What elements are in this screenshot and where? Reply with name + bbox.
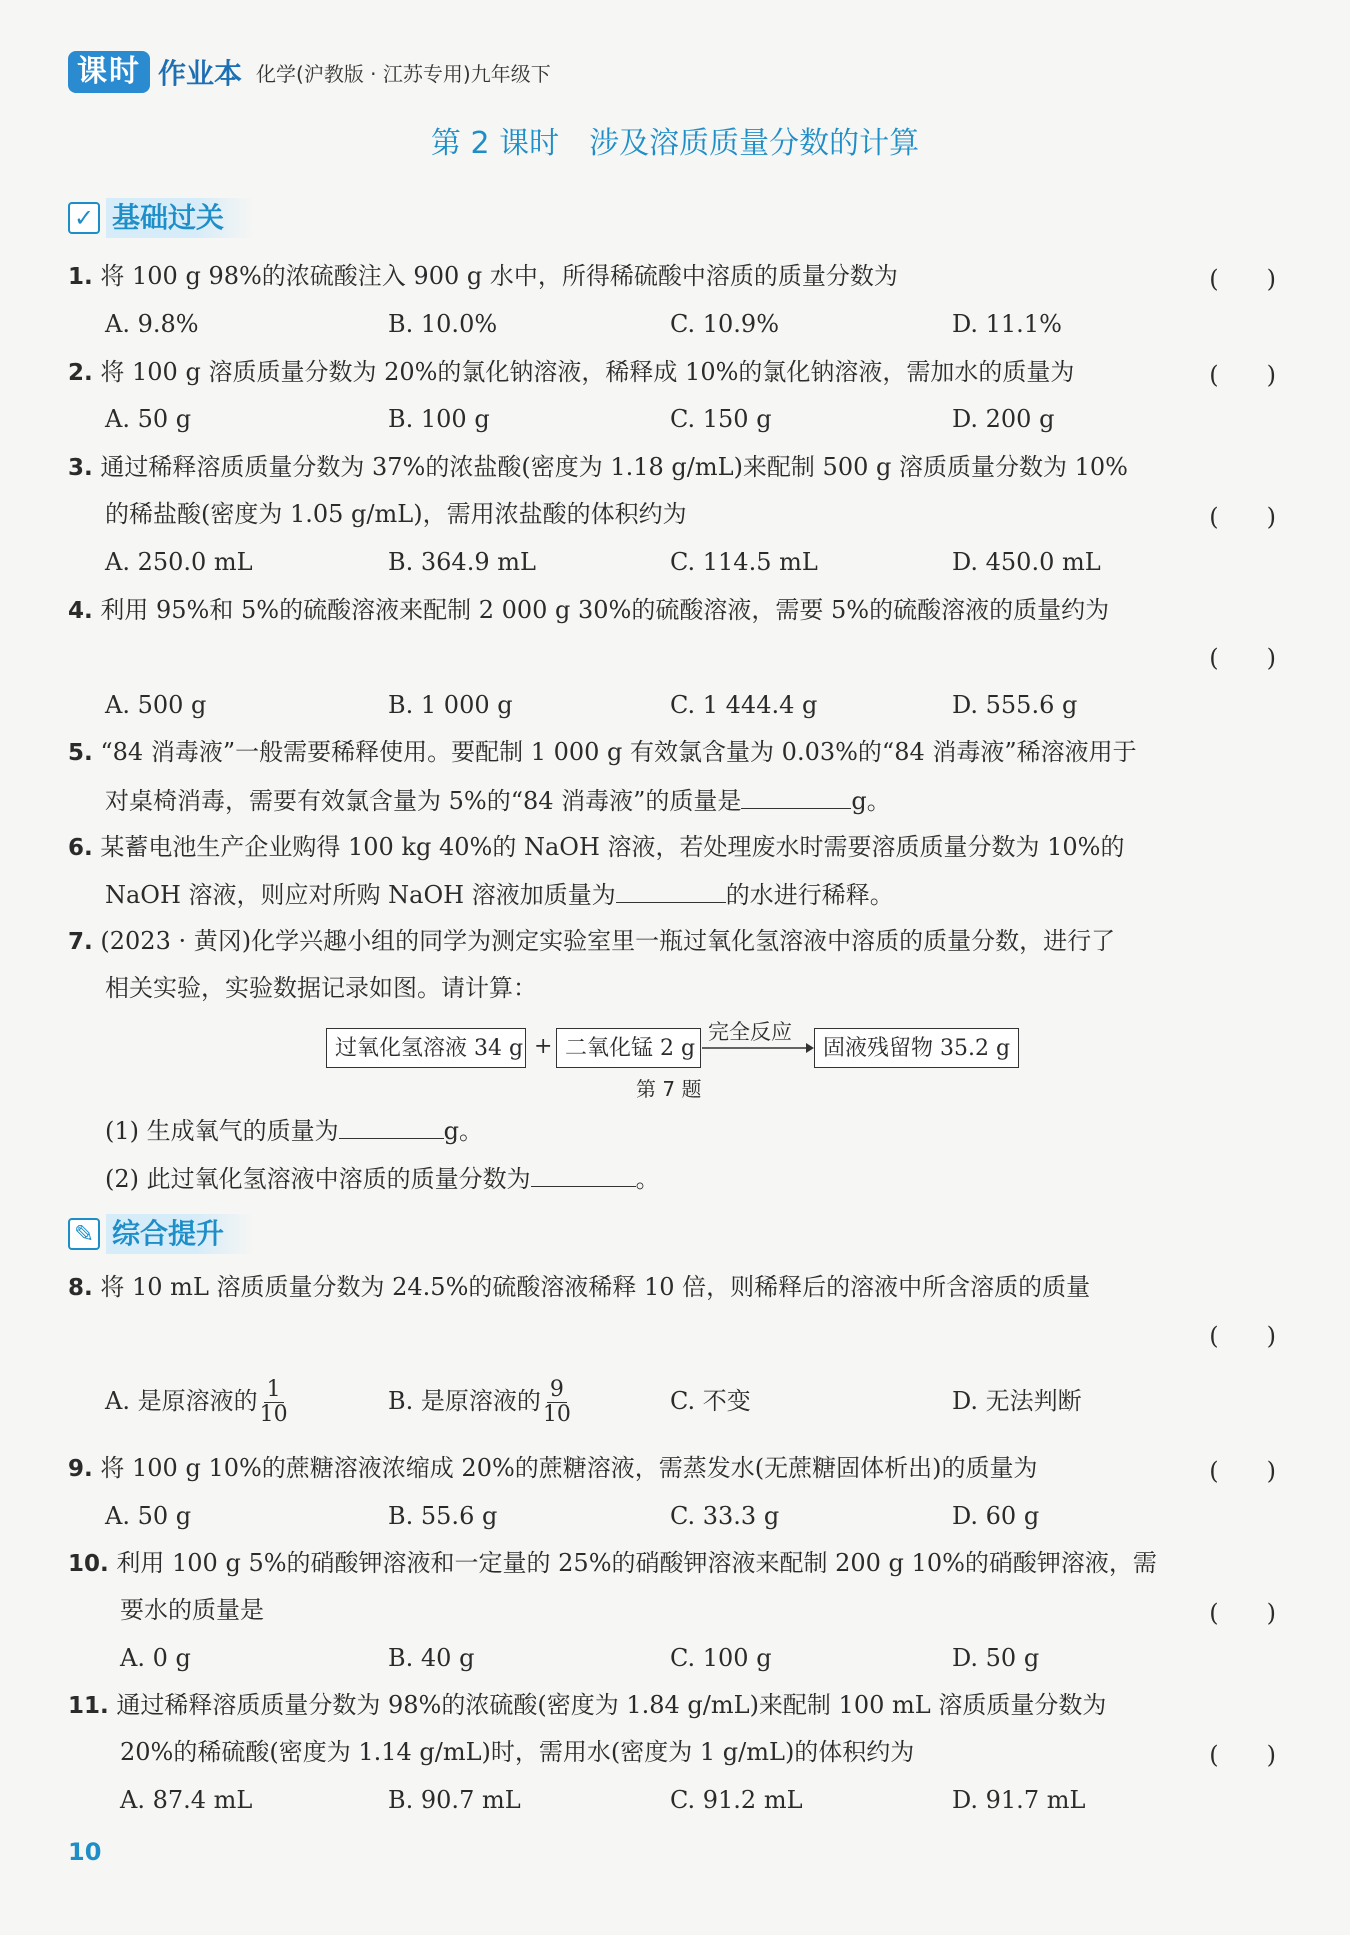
q6-answer-blank[interactable]	[616, 876, 726, 903]
q2-option-a[interactable]: A. 50 g	[105, 405, 192, 433]
diagram-plus: +	[534, 1034, 553, 1059]
q11-option-d[interactable]: D. 91.7 mL	[952, 1786, 1086, 1814]
q2-option-c[interactable]: C. 150 g	[670, 405, 772, 433]
q7-sub2-answer-blank[interactable]	[531, 1160, 636, 1187]
question-3: 3. 通过稀释溶质质量分数为 37%的浓盐酸(密度为 1.18 g/mL)来配制 500 g 溶质质量分数为 10%	[68, 453, 1128, 481]
question-11: 11. 通过稀释溶质质量分数为 98%的浓硫酸(密度为 1.84 g/mL)来配制 100 mL 溶质质量分数为	[68, 1691, 1107, 1719]
q4-option-c[interactable]: C. 1 444.4 g	[670, 691, 818, 719]
q8-option-a[interactable]: A. 是原溶液的 $\frac{1}{10}$	[105, 1377, 288, 1427]
question-9: 9. 将 100 g 10%的蔗糖溶液浓缩成 20%的蔗糖溶液，需蒸发水(无蔗糖固体析出)的质量为	[68, 1454, 1038, 1482]
answer-paren-10[interactable]: ( )	[1209, 1599, 1276, 1627]
question-3-line2	[105, 497, 1285, 531]
question-5: 5. “84 消毒液”一般需要稀释使用。要配制 1 000 g 有效氯含量为 0.03%的“84 消毒液”稀溶液用于	[68, 738, 1137, 766]
q4-option-a[interactable]: A. 500 g	[105, 691, 207, 719]
q3-option-c[interactable]: C. 114.5 mL	[670, 548, 818, 576]
diagram-box-peroxide: 过氧化氢溶液 34 g	[326, 1028, 526, 1068]
answer-paren-11[interactable]: ( )	[1209, 1741, 1276, 1769]
question-2: 2. 将 100 g 溶质质量分数为 20%的氯化钠溶液，稀释成 10%的氯化钠溶液，需加水的质量为	[68, 358, 1075, 386]
fraction-nine-tenths: $\frac{9}{10}$	[542, 1377, 571, 1427]
q1-option-a[interactable]: A. 9.8%	[105, 310, 199, 338]
answer-paren-2[interactable]: ( )	[1209, 361, 1276, 389]
q9-option-d[interactable]: D. 60 g	[952, 1502, 1040, 1530]
question-10-text-line1: 利用 100 g 5%的硝酸钾溶液和一定量的 25%的硝酸钾溶液来配制 200 g 10%的硝酸钾溶液，需	[116, 1549, 1157, 1577]
question-7-sub2: (2) 此过氧化氢溶液中溶质的质量分数为 。	[105, 1160, 1285, 1196]
q11-option-a[interactable]: A. 87.4 mL	[120, 1786, 253, 1814]
q10-option-b[interactable]: B. 40 g	[388, 1644, 475, 1672]
question-10-line2: 要水的质量是	[120, 1596, 264, 1624]
q7-sub1-answer-blank[interactable]	[339, 1112, 444, 1139]
fraction-one-tenth: $\frac{1}{10}$	[259, 1377, 288, 1427]
question-11-text-line1: 通过稀释溶质质量分数为 98%的浓硫酸(密度为 1.84 g/mL)来配制 100 mL 溶质质量分数为	[116, 1691, 1107, 1719]
answer-paren-9[interactable]: ( )	[1209, 1457, 1276, 1485]
q9-option-a[interactable]: A. 50 g	[105, 1502, 192, 1530]
answer-paren-3[interactable]: ( )	[1209, 503, 1276, 531]
question-6-line2: NaOH 溶液，则应对所购 NaOH 溶液加质量为 的水进行稀释。	[105, 876, 1285, 912]
q10-option-d[interactable]: D. 50 g	[952, 1644, 1040, 1672]
question-5-text-line1: “84 消毒液”一般需要稀释使用。要配制 1 000 g 有效氯含量为 0.03%的“84 消毒液”稀溶液用于	[100, 738, 1137, 766]
question-4: 4. 利用 95%和 5%的硫酸溶液来配制 2 000 g 30%的硫酸溶液，需要 5%的硫酸溶液的质量约为	[68, 596, 1110, 624]
question-11-line2: 20%的稀硫酸(密度为 1.14 g/mL)时，需用水(密度为 1 g/mL)的体积约为	[120, 1738, 915, 1766]
q9-option-b[interactable]: B. 55.6 g	[388, 1502, 498, 1530]
diagram-box-residue: 固液残留物 35.2 g	[814, 1028, 1019, 1068]
q3-option-a[interactable]: A. 250.0 mL	[105, 548, 253, 576]
answer-paren-1[interactable]: ( )	[1209, 265, 1276, 293]
subject-label: 化学(沪教版 · 江苏专用)九年级下	[256, 61, 551, 86]
q3-option-d[interactable]: D. 450.0 mL	[952, 548, 1101, 576]
question-2-text: 将 100 g 溶质质量分数为 20%的氯化钠溶液，稀释成 10%的氯化钠溶液，需加水的质量为	[100, 358, 1075, 386]
question-4-text: 利用 95%和 5%的硫酸溶液来配制 2 000 g 30%的硫酸溶液，需要 5%的硫酸溶液的质量约为	[100, 596, 1110, 624]
q4-option-b[interactable]: B. 1 000 g	[388, 691, 513, 719]
question-3-text-line1: 通过稀释溶质质量分数为 37%的浓盐酸(密度为 1.18 g/mL)来配制 500 g 溶质质量分数为 10%	[100, 453, 1128, 481]
q9-option-c[interactable]: C. 33.3 g	[670, 1502, 780, 1530]
book-header	[68, 50, 551, 94]
question-6-text-line1: 某蓄电池生产企业购得 100 kg 40%的 NaOH 溶液，若处理废水时需要溶质质量分数为 10%的	[100, 833, 1125, 861]
page-number: 10	[68, 1838, 102, 1866]
q1-option-d[interactable]: D. 11.1%	[952, 310, 1062, 338]
question-1-text: 将 100 g 98%的浓硫酸注入 900 g 水中，所得稀硫酸中溶质的质量分数为	[100, 262, 898, 290]
section-advanced-title: 综合提升	[106, 1214, 254, 1254]
answer-paren-4[interactable]: ( )	[1209, 644, 1276, 672]
question-3-text-line2: 的稀盐酸(密度为 1.05 g/mL)，需用浓盐酸的体积约为	[105, 500, 687, 528]
question-1: 1. 将 100 g 98%的浓硫酸注入 900 g 水中，所得稀硫酸中溶质的质量分数为	[68, 262, 898, 290]
question-10: 10. 利用 100 g 5%的硝酸钾溶液和一定量的 25%的硝酸钾溶液来配制 200 g 10%的硝酸钾溶液，需	[68, 1549, 1157, 1577]
q3-option-b[interactable]: B. 364.9 mL	[388, 548, 536, 576]
question-9-text: 将 100 g 10%的蔗糖溶液浓缩成 20%的蔗糖溶液，需蒸发水(无蔗糖固体析出)的质量为	[100, 1454, 1038, 1482]
question-8: 8. 将 10 mL 溶质质量分数为 24.5%的硫酸溶液稀释 10 倍，则稀释后的溶液中所含溶质的质量	[68, 1273, 1091, 1301]
question-7-sub1: (1) 生成氧气的质量为 g。	[105, 1112, 1285, 1148]
section-basic	[68, 198, 254, 238]
q2-option-d[interactable]: D. 200 g	[952, 405, 1055, 433]
question-8-text: 将 10 mL 溶质质量分数为 24.5%的硫酸溶液稀释 10 倍，则稀释后的溶液中所含溶质的质量	[100, 1273, 1091, 1301]
section-basic-title: 基础过关	[106, 198, 254, 238]
question-7-line2: 相关实验，实验数据记录如图。请计算：	[105, 974, 537, 1002]
diagram-box-mno2: 二氧化锰 2 g	[556, 1028, 701, 1068]
question-6: 6. 某蓄电池生产企业购得 100 kg 40%的 NaOH 溶液，若处理废水时需要溶质质量分数为 10%的	[68, 833, 1125, 861]
diagram-arrow-icon	[702, 1040, 814, 1056]
q11-option-c[interactable]: C. 91.2 mL	[670, 1786, 803, 1814]
q10-option-a[interactable]: A. 0 g	[120, 1644, 191, 1672]
series-brand: 作业本	[158, 57, 243, 90]
answer-paren-8[interactable]: ( )	[1209, 1322, 1276, 1350]
question-5-line2: 对桌椅消毒，需要有效氯含量为 5%的“84 消毒液”的质量是 g。	[105, 782, 1285, 818]
q8-option-d[interactable]: D. 无法判断	[952, 1387, 1082, 1415]
q5-answer-blank[interactable]	[741, 782, 851, 809]
q8-option-b[interactable]: B. 是原溶液的 $\frac{9}{10}$	[388, 1377, 571, 1427]
q1-option-c[interactable]: C. 10.9%	[670, 310, 780, 338]
diagram-arrow-label: 完全反应	[708, 1020, 792, 1044]
question-7-text-line1: (2023 · 黄冈)化学兴趣小组的同学为测定实验室里一瓶过氧化氢溶液中溶质的质量分数，进行了	[100, 927, 1116, 955]
q8-option-c[interactable]: C. 不变	[670, 1387, 751, 1415]
q11-option-b[interactable]: B. 90.7 mL	[388, 1786, 521, 1814]
q10-option-c[interactable]: C. 100 g	[670, 1644, 772, 1672]
q4-option-d[interactable]: D. 555.6 g	[952, 691, 1078, 719]
checkbox-icon: ✓	[68, 202, 100, 234]
q1-option-b[interactable]: B. 10.0%	[388, 310, 498, 338]
pencil-icon: ✎	[68, 1218, 100, 1250]
section-advanced	[68, 1214, 254, 1254]
diagram-caption: 第 7 题	[636, 1077, 702, 1101]
q2-option-b[interactable]: B. 100 g	[388, 405, 490, 433]
question-7: 7. (2023 · 黄冈)化学兴趣小组的同学为测定实验室里一瓶过氧化氢溶液中溶质的质量分数，进行了	[68, 927, 1116, 955]
series-logo: 课时	[68, 51, 150, 93]
lesson-title: 第 2 课时 涉及溶质质量分数的计算	[430, 126, 920, 161]
